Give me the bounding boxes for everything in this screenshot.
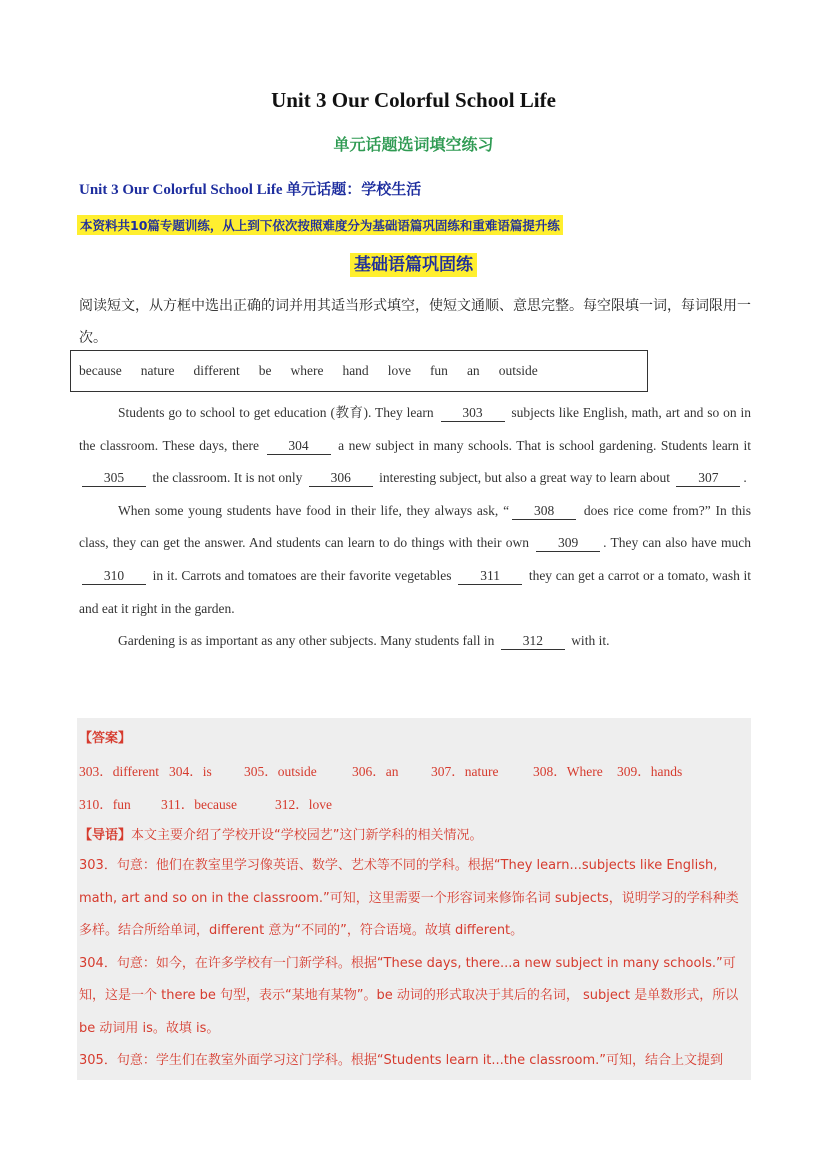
answer-item: 306．an [352,764,399,779]
passage-text: subjects like English, math, art and so on in the classroom. These days, there [79,405,751,453]
passage-text: does rice come from?” In this class, they can get the answer. And students can learn to do things with their own [79,502,752,551]
word-option: fun [429,363,448,378]
blank-304: 304 [267,438,331,455]
word-option: different [193,363,240,378]
passage-text: Students go to school to get education (教育). They learn [118,405,434,420]
answer-row-2 [79,793,355,813]
blank-308: 308 [512,503,576,520]
section-title [0,250,827,275]
guide-label: 【导语】 [79,828,132,843]
word-option: where [290,363,324,378]
blank-309: 309 [536,535,600,552]
word-option: because [79,363,122,378]
section-title-text: 基础语篇巩固练 [350,253,477,277]
passage-text: the classroom. It is not only [152,470,303,486]
blank-307: 307 [676,470,740,487]
answer-item: 312．love [275,797,332,812]
explanation-305: 305．句意：学生们在教室外面学习这门学科。根据“Students learn it...the classroom.”可知，结合上文提到 [79,1053,724,1068]
passage [79,397,751,658]
passage-text: a new subject in many schools. That is school gardening. Students learn it [338,437,751,453]
passage-text: with it. [571,633,610,649]
answer-item: 309．hands [617,764,683,779]
word-option: be [258,363,272,378]
passage-paragraph-2 [79,495,751,625]
answer-heading: 【答案】 [79,731,132,746]
passage-text: they can get a carrot or a tomato, wash it and eat it right in the garden. [79,567,752,616]
answer-item: 303．different [79,764,159,779]
word-option: love [387,363,411,378]
passage-paragraph-3 [79,625,751,658]
page-subtitle: 单元话题选词填空练习 [333,135,494,154]
word-option: outside [498,363,538,378]
passage-text: . They can also have much [603,535,751,551]
answer-section [77,718,751,1080]
answer-item: 304．is [169,764,212,779]
word-box [70,350,648,392]
passage-text: Gardening is as important as any other subjects. Many students fall in [118,633,495,649]
explanation-304: 304．句意：如今，在许多学校有一门新学科。根据“These days, there...a new subject in many schools.”可知，这是一个 there be 句型，表示“某地有某物”。be 动词的形式取决于其后的名词， subject 是单数形式，所以 be 动词用 is。故填 is。 [79,955,739,1036]
page-title: Unit 3 Our Colorful School Life [271,88,556,112]
blank-305: 305 [82,470,146,487]
answer-row-1 [79,760,697,780]
passage-text: When some young students have food in their life, they always ask, “ [118,502,510,518]
topic-line: Unit 3 Our Colorful School Life 单元话题：学校生活 [79,182,422,198]
info-banner: 本资料共10篇专题训练，从上到下依次按照难度分为基础语篇巩固练和重难语篇提升练 [77,215,563,235]
guide-text: 本文主要介绍了学校开设“学校园艺”这门新学科的相关情况。 [131,828,483,843]
explanations [79,850,749,1078]
word-option: an [466,363,480,378]
blank-306: 306 [309,470,373,487]
answer-item: 305．outside [244,764,317,779]
word-option: hand [342,363,369,378]
passage-paragraph-1 [79,397,751,495]
blank-303: 303 [441,405,505,422]
answer-item: 311．because [161,797,237,812]
blank-311: 311 [458,568,522,585]
blank-310: 310 [82,568,146,585]
passage-text: in it. Carrots and tomatoes are their favorite vegetables [152,567,452,583]
blank-312: 312 [501,633,565,650]
instructions: 阅读短文，从方框中选出正确的词并用其适当形式填空，使短文通顺、意思完整。每空限填一词，每词限用一次。 [79,298,751,346]
explanation-303: 303．句意：他们在教室里学习像英语、数学、艺术等不同的学科。根据“They learn...subjects like English, math, art and so on in the classroom.”可知，这里需要一个形容词来修饰名词 subjects，说明学习的学科种类多样。结合所给单词，different 意为“不同的”，符合语境。故填 different。 [79,858,739,938]
passage-text: interesting subject, but also a great way to learn about [379,470,671,486]
answer-item: 310．fun [79,797,131,812]
passage-text: . [743,470,747,486]
answer-item: 308．Where [533,764,603,779]
answer-item: 307．nature [431,764,499,779]
word-option: nature [140,363,175,378]
guide-line [79,824,483,843]
